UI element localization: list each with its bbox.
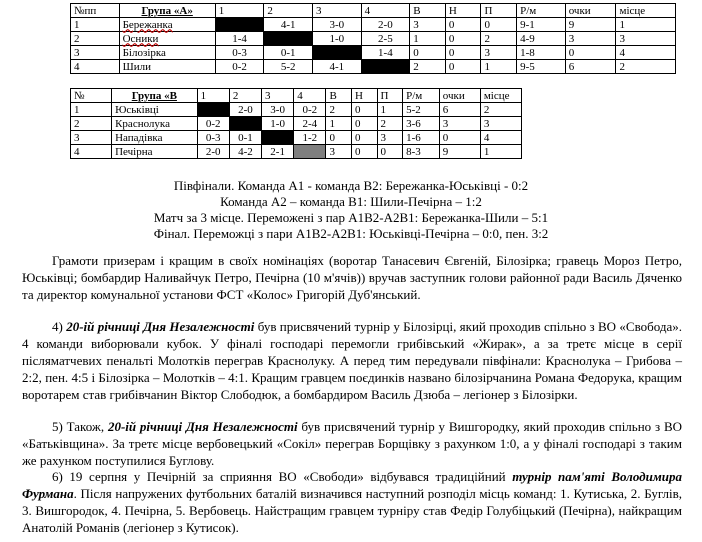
table-cell: 2-0 [229, 103, 261, 117]
header-cell: 4 [361, 4, 410, 18]
table-cell: 1 [481, 60, 517, 74]
header-cell: 1 [197, 89, 229, 103]
team-name: Нападівка [112, 131, 198, 145]
paragraph-emphasis: 20-ій річниці Дня Незалежності [66, 319, 255, 334]
team-name: Печірна [112, 145, 198, 159]
table-cell: 2-0 [197, 145, 229, 159]
team-name: Краснолука [112, 117, 198, 131]
table-cell: 3 [616, 32, 676, 46]
header-cell: 1 [215, 4, 264, 18]
header-cell: В [326, 89, 352, 103]
table-cell: 2 [377, 117, 403, 131]
table-row [71, 32, 676, 46]
paragraph-6 [22, 468, 682, 536]
group-a-table [70, 3, 676, 74]
table-row [71, 145, 522, 159]
table-cell: 2-0 [361, 18, 410, 32]
table-cell: 5-2 [264, 60, 313, 74]
self-match-cell [312, 46, 361, 60]
header-cell: Н [445, 4, 481, 18]
table-row [71, 18, 676, 32]
awards-paragraph: Грамоти призерам і кращим в своїх номінаціях (воротар Танасевич Євгеній, Білозірка; гравець Мороз Петро, Юськівці; бомбардир Наливайчук Петро, Печірна (10 м'ячів)) вручав заступник голови районної ради Василь Дяченко та директор комунальної установи ФСТ «Колос» Григорій Дуб'янський. [22, 253, 682, 302]
table-cell: 2-4 [294, 117, 326, 131]
table-cell: 0 [481, 18, 517, 32]
table-cell: 9-1 [517, 18, 566, 32]
table-cell: 4 [71, 145, 112, 159]
table-cell: 3 [480, 117, 521, 131]
table-cell: 0 [445, 46, 481, 60]
semifinal-line-2: Команда А2 – команда В1: Шили-Печірна – 1:2 [220, 194, 482, 209]
header-cell: місце [480, 89, 521, 103]
header-cell: очки [565, 4, 616, 18]
table-cell: 3-0 [312, 18, 361, 32]
table-cell: 0 [445, 32, 481, 46]
header-cell: №пп [71, 4, 120, 18]
self-match-cell [262, 131, 294, 145]
table-cell: 0 [439, 131, 480, 145]
header-cell: № [71, 89, 112, 103]
table-row [71, 117, 522, 131]
table-cell: 3 [71, 46, 120, 60]
group-b-table [70, 88, 522, 159]
table-cell: 1-2 [294, 131, 326, 145]
table-cell: 0 [377, 145, 403, 159]
header-cell: Р/м [517, 4, 566, 18]
group-a-title: Група «А» [119, 4, 215, 18]
paragraph-text: був присвячений турнір у Вишгородку, який проходив спільно з ВО «Батьківщина». За третє місце вербовецький «Сокіл» переграв Борщівку з рахунком 1:0, а у фіналі господарі з таким же рахунком поступилися Буглову. [22, 419, 683, 468]
table-cell: 3 [410, 18, 446, 32]
self-match-cell [361, 60, 410, 74]
paragraph-text: був присвячений турнір у Білозірці, який проходив спільно з ВО «Свобода». 4 команди виборювали кубок. У фіналі господарі перемогли грибівський «Жирак», а за третє місце в серії післяматчевих пенальті Молотків переграв Краснолуку. А перед тим передували півфінали: Краснолука – Грибова – 2:2, пен. 4:5 і Білозірка – Молотків – 4:1. Кращим гравцем поєдинків названо білозірчанина Романа Федорука, кращим воротарем став грибівчанин Віктор Слободюк, а бомбардиром Василь Дзюба – легіонер з Білозірки. [22, 319, 683, 402]
table-cell: 0 [351, 145, 377, 159]
table-cell: 1-4 [215, 32, 264, 46]
table-cell: 0-2 [197, 117, 229, 131]
table-cell: 3 [565, 32, 616, 46]
team-name: Білозірка [119, 46, 215, 60]
table-cell: 2-5 [361, 32, 410, 46]
table-cell: 4 [616, 46, 676, 60]
table-row [71, 103, 522, 117]
header-cell: П [481, 4, 517, 18]
table-cell: 2 [616, 60, 676, 74]
table-cell: 0 [351, 131, 377, 145]
paragraph-4 [22, 318, 682, 403]
team-name: Юськівці [112, 103, 198, 117]
table-row [71, 60, 676, 74]
table-cell: 0 [351, 103, 377, 117]
self-match-cell [229, 117, 261, 131]
paragraph-emphasis: 20-ій річниці Дня Незалежності [107, 419, 298, 434]
table-cell: 1 [480, 145, 521, 159]
paragraph-number: 5) Також, [52, 419, 108, 434]
team-name: Шили [119, 60, 215, 74]
header-cell: П [377, 89, 403, 103]
table-cell: 3-6 [403, 117, 440, 131]
table-cell: 0 [326, 131, 352, 145]
table-cell: 1 [326, 117, 352, 131]
table-header-row [71, 4, 676, 18]
table-cell: 0 [445, 60, 481, 74]
table-cell: 2 [480, 103, 521, 117]
table-cell: 4 [71, 60, 120, 74]
table-cell: 2 [481, 32, 517, 46]
table-cell: 9-5 [517, 60, 566, 74]
table-cell: 0-2 [294, 103, 326, 117]
table-cell: 1 [616, 18, 676, 32]
table-cell: 2 [326, 103, 352, 117]
final-line: Фінал. Переможці з пари А1В2-А2В1: Юськівці-Печірна – 0:0, пен. 3:2 [153, 226, 549, 241]
table-cell: 0-1 [264, 46, 313, 60]
table-cell: 2 [410, 60, 446, 74]
table-cell: 3 [71, 131, 112, 145]
paragraph-5 [22, 418, 682, 469]
table-cell: 1-8 [517, 46, 566, 60]
table-cell: 1 [377, 103, 403, 117]
header-cell: В [410, 4, 446, 18]
table-cell: 0-3 [197, 131, 229, 145]
table-cell: 0-3 [215, 46, 264, 60]
paragraph-text: . Після напружених футбольних баталій визначився наступний розподіл місць команд: 1. Кутиська, 2. Буглів, 3. Вишгородок, 4. Печірна, 5. Вербовець. Найстращим гравцем турніру став Федір Голубіцький (Печірна), найкращим Анатолій Романів (легіонер з Кутисок). [22, 486, 682, 535]
table-cell: 0-1 [229, 131, 261, 145]
self-match-cell [215, 18, 264, 32]
header-cell: Р/м [403, 89, 440, 103]
self-match-cell [264, 32, 313, 46]
table-cell: 1 [410, 32, 446, 46]
team-name: Осники [119, 32, 215, 46]
table-cell: 1-6 [403, 131, 440, 145]
table-row [71, 46, 676, 60]
header-cell: Н [351, 89, 377, 103]
table-cell: 4 [480, 131, 521, 145]
self-match-cell [197, 103, 229, 117]
table-cell: 1-0 [312, 32, 361, 46]
table-cell: 3 [326, 145, 352, 159]
table-cell: 1-0 [262, 117, 294, 131]
table-cell: 4-1 [312, 60, 361, 74]
table-cell: 5-2 [403, 103, 440, 117]
table-cell: 0-2 [215, 60, 264, 74]
table-cell: 0 [565, 46, 616, 60]
table-cell: 1-4 [361, 46, 410, 60]
table-row [71, 131, 522, 145]
header-cell: 2 [264, 4, 313, 18]
table-cell: 0 [445, 18, 481, 32]
table-cell: 8-3 [403, 145, 440, 159]
table-cell: 2 [71, 32, 120, 46]
third-place-line: Матч за 3 місце. Переможені з пар А1В2-А2В1: Бережанка-Шили – 5:1 [153, 210, 549, 225]
table-cell: 1 [71, 103, 112, 117]
table-cell: 4-2 [229, 145, 261, 159]
table-cell: 0 [410, 46, 446, 60]
table-cell: 3 [481, 46, 517, 60]
table-header-row [71, 89, 522, 103]
paragraph-number: 4) [52, 319, 63, 334]
header-cell: 3 [262, 89, 294, 103]
table-cell: 1 [71, 18, 120, 32]
header-cell: місце [616, 4, 676, 18]
group-b-title: Група «В [112, 89, 198, 103]
paragraph-lead: 6) 19 серпня у Печірній за сприяння ВО «Свободи» відбувався традиційний [52, 469, 513, 484]
table-cell: 3 [377, 131, 403, 145]
table-cell: 6 [439, 103, 480, 117]
header-cell: очки [439, 89, 480, 103]
paragraph-emphasis: турнір пам'яті Володимира Фурмана [22, 469, 682, 501]
table-cell: 9 [439, 145, 480, 159]
table-cell: 4-9 [517, 32, 566, 46]
table-cell: 2-1 [262, 145, 294, 159]
team-name: Бережанка [119, 18, 215, 32]
table-cell: 3 [439, 117, 480, 131]
table-cell: 3-0 [262, 103, 294, 117]
header-cell: 2 [229, 89, 261, 103]
header-cell: 3 [312, 4, 361, 18]
table-cell: 0 [351, 117, 377, 131]
table-cell: 4-1 [264, 18, 313, 32]
table-cell: 6 [565, 60, 616, 74]
header-cell: 4 [294, 89, 326, 103]
self-match-cell [294, 145, 326, 159]
semifinal-line-1: Півфінали. Команда А1 - команда В2: Бережанка-Юськівці - 0:2 [173, 178, 529, 193]
table-cell: 9 [565, 18, 616, 32]
table-cell: 2 [71, 117, 112, 131]
